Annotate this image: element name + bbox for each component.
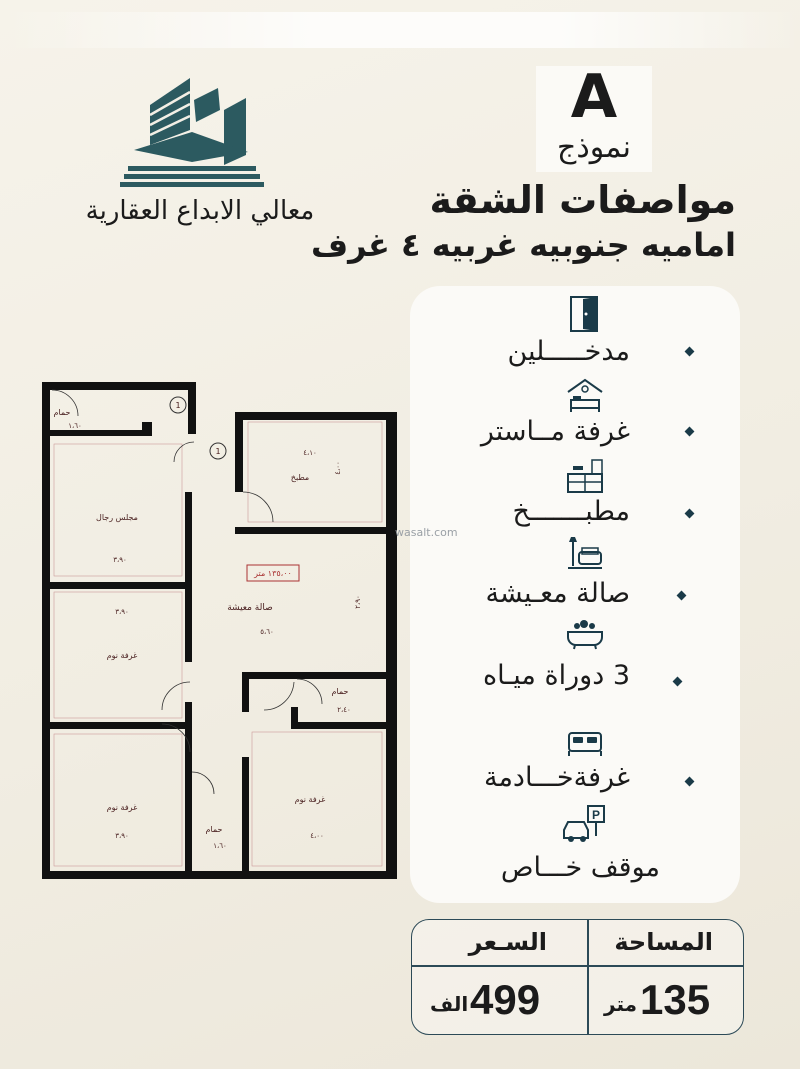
spec-title: مواصفات الشقة	[429, 178, 736, 222]
room-label: صالة معيشة	[227, 603, 273, 613]
room-dim: ٣،٩٠	[113, 556, 127, 564]
room-label: حمام	[205, 825, 223, 834]
svg-text:P: P	[592, 808, 601, 822]
price-value: 499	[470, 976, 541, 1023]
table-divider	[587, 920, 589, 1034]
room-dim: ٣،٩٠	[115, 608, 129, 616]
room-dim: ١،٦٠	[213, 842, 227, 850]
feature-label: مطبـــــــخ	[512, 496, 630, 527]
top-band	[0, 12, 800, 48]
model-badge	[536, 62, 652, 172]
entry-mark: 1	[175, 401, 181, 410]
door-icon	[565, 294, 605, 334]
entry-mark: 1	[215, 447, 221, 456]
bullet	[673, 677, 683, 687]
watermark: wasalt.com	[395, 526, 458, 539]
room-dim: ٥،٦٠	[260, 628, 274, 636]
floor-plan	[42, 382, 398, 882]
parking-car-icon	[560, 802, 608, 850]
model-letter: A	[570, 62, 618, 132]
feature-label: غرفةخـــادمة	[483, 762, 630, 793]
bullet	[685, 777, 695, 787]
dim-vertical: ٤،٠٠	[334, 461, 342, 475]
feature-label: موقف خـــاص	[500, 852, 660, 883]
room-label: حمام	[331, 687, 349, 696]
kitchen-icon	[565, 456, 605, 496]
area-value: 135	[640, 976, 711, 1023]
bullet	[685, 347, 695, 357]
room-label: غرفة نوم	[294, 795, 326, 804]
area-header: المساحة	[614, 928, 713, 956]
room-label: غرفة نوم	[106, 651, 138, 660]
area-unit: متر	[604, 992, 637, 1016]
bathtub-icon	[565, 612, 605, 652]
price-unit: الف	[430, 992, 469, 1016]
room-dim: ١،٦٠	[68, 422, 82, 430]
spec-subtitle: اماميه جنوبيه غربيه ٤ غرف	[310, 226, 736, 264]
feature-label: 3 دوراة ميـاه	[483, 660, 630, 691]
room-dim: ٤،٠٠	[310, 832, 324, 840]
bed-icon	[565, 723, 605, 763]
room-dim: ٢،٤٠	[337, 706, 351, 714]
price-header: السـعر	[468, 928, 547, 956]
master-bedroom-icon	[565, 376, 605, 416]
model-word: نموذج	[557, 130, 631, 165]
living-room-icon	[565, 534, 605, 574]
bullet	[685, 427, 695, 437]
feature-label: صالة معـيشة	[485, 578, 630, 609]
features-panel	[410, 286, 740, 903]
feature-label: غرفة مــاستر	[480, 416, 630, 447]
room-label: غرفة نوم	[106, 803, 138, 812]
bullet	[677, 591, 687, 601]
bullet	[685, 509, 695, 519]
room-label: مطبخ	[290, 473, 310, 482]
table-divider	[412, 965, 743, 967]
room-dim: ٤،١٠	[303, 449, 317, 457]
brand-name: معالي الابداع العقارية	[85, 196, 315, 226]
price-table	[411, 919, 744, 1035]
room-label: مجلس رجال	[96, 513, 138, 522]
area-label: ١٣٥،٠٠ متر	[254, 569, 292, 578]
building-logo-icon	[120, 70, 265, 195]
feature-label: مدخـــــلين	[507, 336, 630, 367]
room-dim: ٣،٩٠	[115, 832, 129, 840]
room-label: حمام	[53, 408, 71, 417]
dim-vertical: ٢،٩٠	[354, 595, 362, 609]
